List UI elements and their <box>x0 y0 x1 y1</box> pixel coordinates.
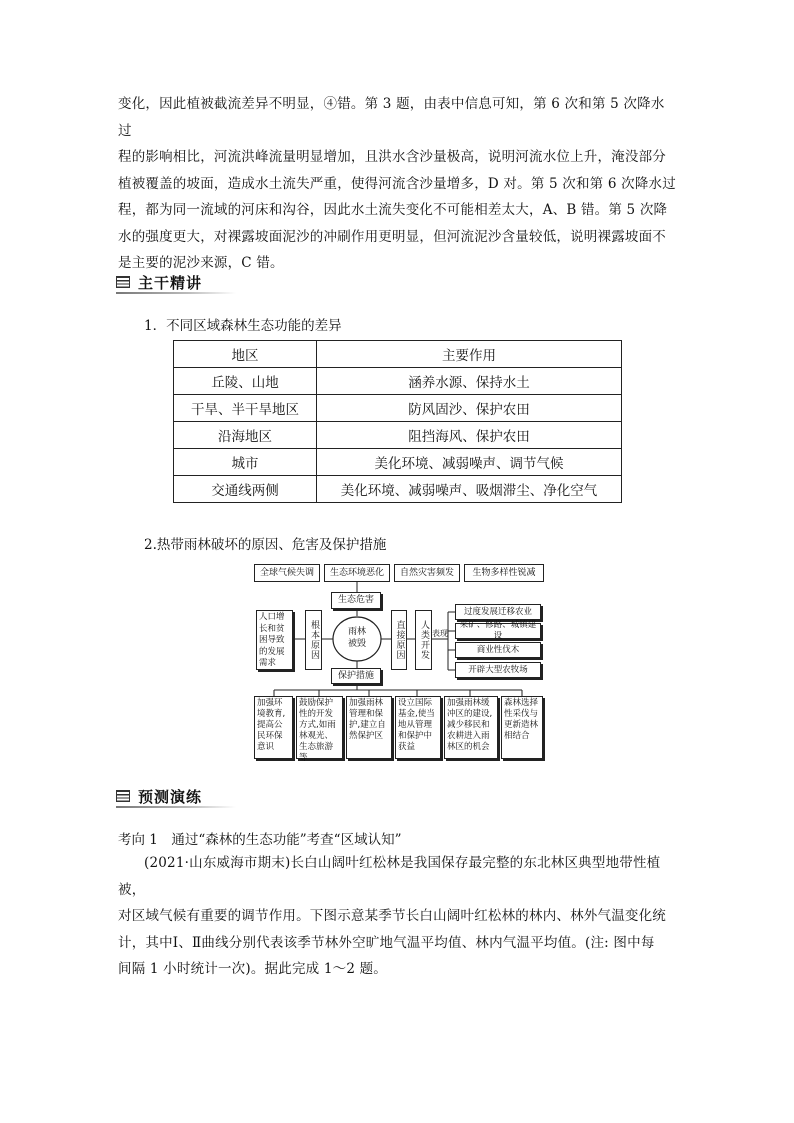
activity-box: 采矿、修路、城镇建设 <box>455 623 541 639</box>
intro-paragraph <box>118 91 678 277</box>
measure-box: 森林选择性采伐与更新造林相结合 <box>501 696 543 759</box>
table-cell: 丘陵、山地 <box>174 368 317 395</box>
table-cell: 阻挡海风、保护农田 <box>317 422 622 449</box>
table-cell: 美化环境、减弱噪声、吸烟滞尘、净化空气 <box>317 476 622 503</box>
text-line: 计，其中Ⅰ、Ⅱ曲线分别代表该季节林外空旷地气温平均值、林内气温平均值。(注: 图中每 <box>118 934 655 951</box>
table-cell: 交通线两侧 <box>174 476 317 503</box>
text-line: 对区域气候有重要的调节作用。下图示意某季节长白山阔叶红松林的林内、林外气温变化统 <box>118 908 666 924</box>
section-heading-main <box>116 270 236 294</box>
text-line: 程的影响相比，河流洪峰流量明显增加，且洪水含沙量极高，说明河流水位上升，淹没部分 <box>118 149 666 165</box>
list-icon <box>116 790 130 802</box>
measure-box: 加强雨林管理和保护,建立自然保护区 <box>346 696 392 759</box>
effect-box: 自然灾害频发 <box>394 564 460 582</box>
heading-underline <box>116 806 236 808</box>
item-title: 2.热带雨林破坏的原因、危害及保护措施 <box>144 537 387 553</box>
table-cell: 沿海地区 <box>174 422 317 449</box>
table-header: 主要作用 <box>317 341 622 368</box>
regions-table <box>173 340 622 503</box>
measure-box: 设立国际基金,使当地从管理和保护中获益 <box>395 696 441 759</box>
section-title: 主干精讲 <box>138 273 203 292</box>
table-row <box>174 368 622 395</box>
root-cause-box: 人口增长和贫困导致的发展需求 <box>256 610 293 670</box>
section-heading-practice <box>116 784 236 808</box>
activity-box: 商业性伐木 <box>455 642 541 658</box>
effect-box: 生态环境恶化 <box>324 564 390 582</box>
activity-box: 开辟大型农牧场 <box>455 662 541 678</box>
text-line: 植被覆盖的坡面，造成水土流失严重，使得河流含沙量增多，D 对。第 5 次和第 6 次降水过 <box>118 175 676 192</box>
measure-box: 鼓励保护性的开发方式,如雨林观光、生态旅游等 <box>296 696 343 759</box>
table-header-row <box>174 341 622 368</box>
table-header: 地区 <box>174 341 317 368</box>
protection-box: 保护措施 <box>331 668 381 684</box>
center-label: 雨林被毁 <box>347 627 366 649</box>
text-line: 是主要的泥沙来源，C 错。 <box>118 255 284 271</box>
manifest-label: 表现 <box>432 629 448 638</box>
direction-title: 考向 1 通过“森林的生态功能”考查“区域认知” <box>118 832 402 848</box>
table-row <box>174 395 622 422</box>
section-title: 预测演练 <box>138 787 203 806</box>
measure-box: 加强雨林缓冲区的建设,减少移民和农耕进入雨林区的机会 <box>444 696 498 759</box>
table-cell: 防风固沙、保护农田 <box>317 395 622 422</box>
hazard-box: 生态危害 <box>331 592 381 609</box>
text-line: (2021·山东威海市期末)长白山阔叶红松林是我国保存最完整的东北林区典型地带性植被， <box>118 855 661 898</box>
table-row <box>174 449 622 476</box>
table-cell: 城市 <box>174 449 317 476</box>
effect-box: 生物多样性锐减 <box>464 564 544 582</box>
text-line: 变化，因此植被截流差异不明显，④错。第 3 题，由表中信息可知，第 6 次和第 5 次降水过 <box>118 96 665 139</box>
heading-underline <box>116 292 236 294</box>
human-box: 人类开发 <box>415 610 432 670</box>
rainforest-diagram <box>252 562 546 762</box>
text-line: 间隔 1 小时统计一次)。据此完成 1～2 题。 <box>118 961 387 977</box>
table-cell: 美化环境、减弱噪声、调节气候 <box>317 449 622 476</box>
activity-box: 过度发展迁移农业 <box>455 604 541 620</box>
root-label-box: 根本原因 <box>305 610 322 670</box>
table-row <box>174 476 622 503</box>
text-line: 水的强度更大，对裸露坡面泥沙的冲刷作用更明显，但河流泥沙含量较低，说明裸露坡面不 <box>118 228 666 245</box>
item-title: 1．不同区域森林生态功能的差异 <box>144 318 342 334</box>
table-cell: 涵养水源、保持水土 <box>317 368 622 395</box>
table-row <box>174 422 622 449</box>
measure-box: 加强环境教育,提高公民环保意识 <box>254 696 293 759</box>
effect-box: 全球气候失调 <box>254 564 320 582</box>
question-paragraph <box>118 850 678 983</box>
list-icon <box>116 276 130 288</box>
text-line: 程，都为同一流域的河床和沟谷，因此水土流失变化不可能相差太大，A、B 错。第 5 次降 <box>118 202 668 218</box>
table-cell: 干旱、半干旱地区 <box>174 395 317 422</box>
direct-label-box: 直接原因 <box>391 610 407 670</box>
